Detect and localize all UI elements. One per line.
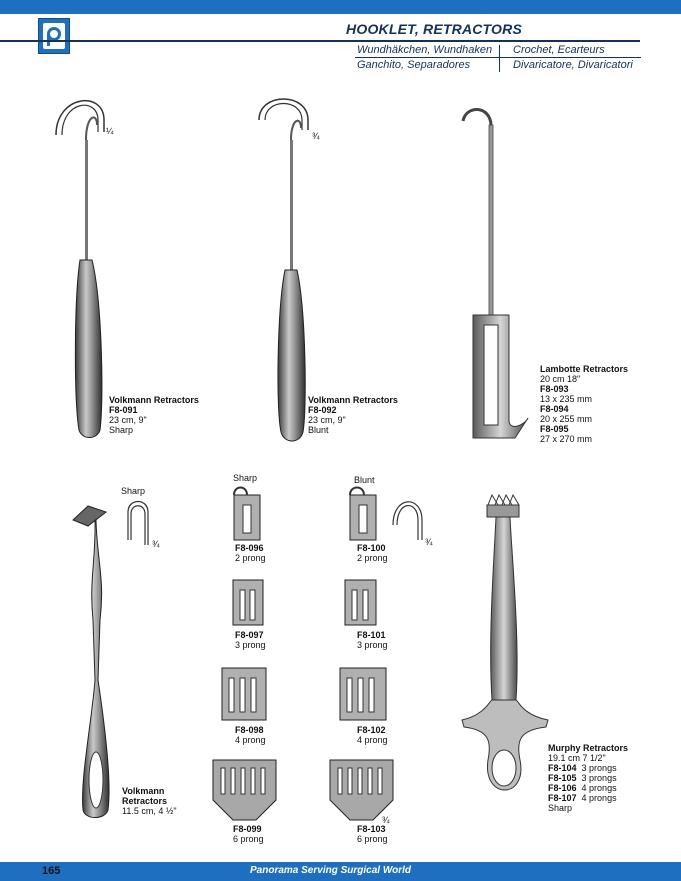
volkmann-retractor-f8-091-drawing — [56, 101, 104, 438]
product-name: Volkmann Retractors — [109, 395, 199, 405]
product-code: F8-091 — [109, 405, 138, 415]
product-code: F8-104 — [548, 763, 577, 773]
product-murphy — [548, 743, 628, 813]
product-f8-099 — [233, 824, 264, 844]
sharp-tip-f8-096-drawing — [234, 488, 260, 541]
product-size: 23 cm, 9" — [308, 415, 346, 425]
sharp-tip-f8-099-drawing — [213, 760, 276, 820]
sharp-column-label: Sharp — [233, 473, 258, 483]
blunt-tip-f8-101-drawing — [345, 580, 376, 625]
product-code: F8-103 — [357, 824, 386, 834]
product-dims: 20 x 255 mm — [540, 414, 593, 424]
subtitle-spanish: Ganchito, Separadores — [357, 59, 471, 71]
product-code: F8-101 — [357, 630, 386, 640]
product-code: F8-102 — [357, 725, 386, 735]
blunt-tip-f8-102-drawing — [340, 668, 386, 720]
product-tip: Blunt — [308, 425, 329, 435]
blunt-column-label: Blunt — [354, 475, 375, 485]
product-code: F8-095 — [540, 424, 569, 434]
product-f8-103 — [357, 824, 388, 844]
product-dims: 13 x 235 mm — [540, 394, 593, 404]
scale-label: ¾ — [312, 131, 320, 141]
product-name: Lambotte Retractors — [540, 364, 629, 374]
sharp-tip-profile-drawing — [128, 502, 148, 546]
product-code: F8-092 — [308, 405, 337, 415]
product-prongs: 4 prong — [235, 735, 266, 745]
product-prongs: 4 prongs — [581, 793, 617, 803]
product-tip: Sharp — [109, 425, 134, 435]
product-code: F8-093 — [540, 384, 569, 394]
product-code: F8-107 — [548, 793, 577, 803]
product-code: F8-097 — [235, 630, 264, 640]
product-f8-097 — [235, 630, 266, 650]
product-code: F8-099 — [233, 824, 262, 834]
product-prongs: 4 prongs — [581, 783, 617, 793]
sharp-tip-f8-097-drawing — [233, 580, 263, 625]
scale-label: ¾ — [382, 815, 390, 825]
footer-slogan: Panorama Serving Surgical World — [250, 865, 411, 876]
product-tip: Sharp — [548, 803, 573, 813]
product-size: 23 cm, 9" — [109, 415, 147, 425]
product-prongs: 3 prongs — [581, 773, 617, 783]
product-name-line1: Volkmann — [122, 786, 165, 796]
volkmann-small-retractor-drawing — [73, 506, 109, 818]
product-size: 11.5 cm, 4 ½" — [122, 806, 177, 816]
product-lambotte — [540, 364, 628, 444]
blunt-tip-f8-100-drawing — [350, 488, 376, 541]
product-size: 20 cm 18" — [540, 374, 581, 384]
blunt-tip-profile-drawing — [393, 502, 422, 540]
product-f8-096 — [235, 543, 266, 563]
subtitle-german: Wundhäkchen, Wundhaken — [357, 44, 493, 56]
volkmann-retractor-f8-092-drawing — [259, 99, 308, 441]
product-f8-100 — [357, 543, 388, 563]
product-f8-092 — [308, 395, 398, 435]
product-name: Volkmann Retractors — [308, 395, 398, 405]
product-code: F8-105 — [548, 773, 577, 783]
product-code: F8-098 — [235, 725, 264, 735]
product-prongs: 3 prong — [235, 640, 266, 650]
product-name: Murphy Retractors — [548, 743, 629, 753]
product-code: F8-100 — [357, 543, 386, 553]
product-code: F8-106 — [548, 783, 577, 793]
subtitle-italian: Divaricatore, Divaricatori — [513, 59, 633, 71]
sharp-tip-f8-098-drawing — [222, 668, 266, 720]
product-dims: 27 x 270 mm — [540, 434, 593, 444]
product-f8-102 — [357, 725, 388, 745]
product-f8-098 — [235, 725, 266, 745]
product-f8-101 — [357, 630, 388, 650]
blunt-tip-f8-103-drawing — [330, 760, 393, 820]
product-code: F8-094 — [540, 404, 569, 414]
product-prongs: 6 prong — [233, 834, 264, 844]
product-prongs: 3 prongs — [581, 763, 617, 773]
product-size: 19.1 cm 7 1/2" — [548, 753, 606, 763]
product-f8-091 — [109, 395, 199, 435]
page-number: 165 — [42, 865, 61, 877]
product-prongs: 2 prong — [357, 553, 388, 563]
murphy-retractor-drawing — [462, 495, 548, 790]
product-prongs: 6 prong — [357, 834, 388, 844]
product-name-line2: Retractors — [122, 796, 168, 806]
product-volkmann-small — [122, 786, 177, 816]
sharp-profile-label: Sharp — [121, 486, 146, 496]
scale-label: ¾ — [425, 537, 433, 547]
product-prongs: 2 prong — [235, 553, 266, 563]
lambotte-retractor-drawing — [463, 109, 528, 438]
subtitle-french: Crochet, Ecarteurs — [513, 44, 605, 56]
product-prongs: 3 prong — [357, 640, 388, 650]
scale-label: ¾ — [152, 539, 160, 549]
scale-label: ¼ — [106, 126, 114, 136]
page-title: HOOKLET, RETRACTORS — [346, 21, 522, 37]
product-code: F8-096 — [235, 543, 264, 553]
product-prongs: 4 prong — [357, 735, 388, 745]
